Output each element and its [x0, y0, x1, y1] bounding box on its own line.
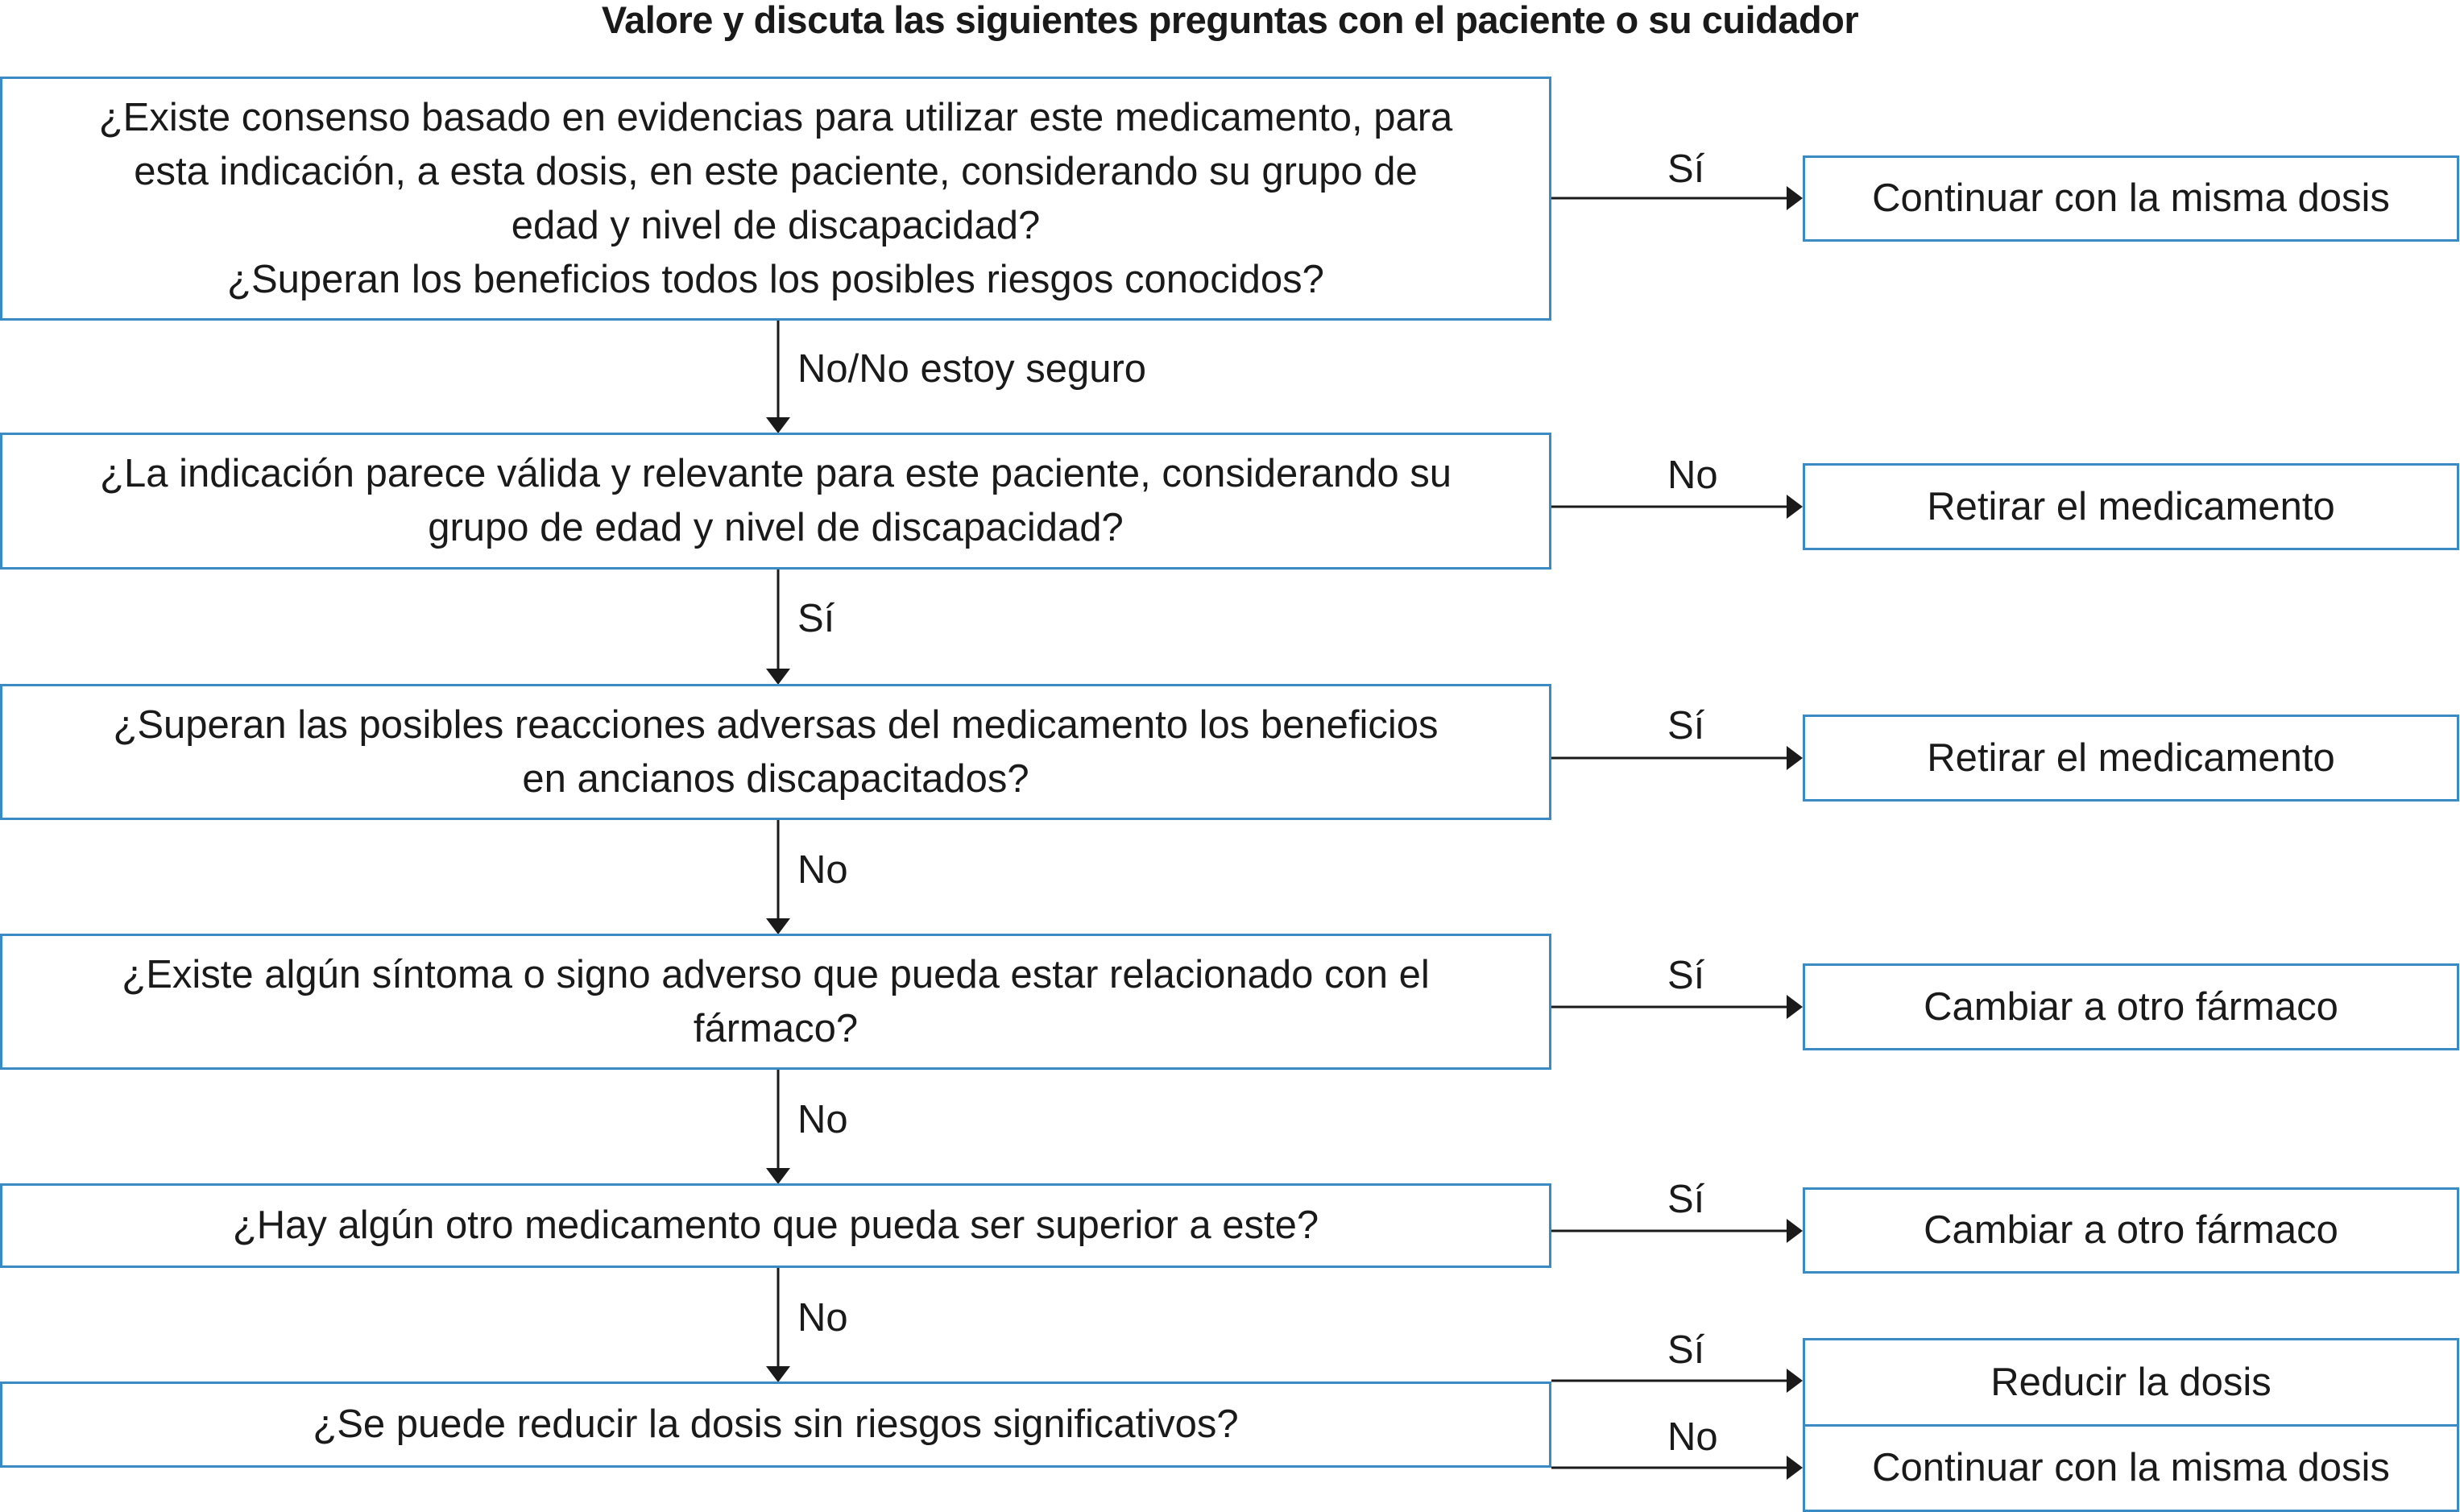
side-arrowhead-4 [1787, 995, 1803, 1019]
outcome-text-2: Retirar el medicamento [1927, 484, 2335, 528]
branch-label-6: Sí [1667, 1328, 1705, 1372]
down-arrowhead-2 [766, 669, 790, 685]
outcome-text-5: Cambiar a otro fármaco [1924, 1208, 2338, 1252]
side-arrowhead-7 [1787, 1456, 1803, 1480]
outcome-text-1: Continuar con la misma dosis [1872, 176, 2390, 220]
outcome-box-3 [1803, 715, 2459, 802]
question-box-4 [0, 934, 1551, 1070]
question-text-3: ¿Superan las posibles reacciones adversas del medicamento los beneficios en ancianos discapacitados? [113, 702, 1439, 801]
down-label-5: No [797, 1296, 848, 1340]
outcome-text-7: Continuar con la misma dosis [1872, 1446, 2390, 1489]
question-text-4: ¿Existe algún síntoma o signo adverso que pueda estar relacionado con el fármaco? [122, 952, 1430, 1050]
side-arrowhead-6 [1787, 1369, 1803, 1393]
side-arrowhead-2 [1787, 495, 1803, 519]
question-text-2: ¿La indicación parece válida y relevante para este paciente, considerando su grupo de edad y nivel de discapacidad? [100, 452, 1452, 549]
question-box-5 [0, 1183, 1551, 1268]
outcome-text-3: Retirar el medicamento [1927, 735, 2335, 780]
question-box-2 [0, 433, 1551, 570]
outcome-box-5 [1803, 1187, 2459, 1274]
outcome-box-2 [1803, 463, 2459, 550]
outcome-box-6 [1803, 1338, 2459, 1427]
down-label-2: Sí [797, 597, 835, 640]
branch-label-3: Sí [1667, 704, 1705, 748]
outcome-box-1 [1803, 155, 2459, 242]
side-arrowhead-1 [1787, 186, 1803, 210]
question-box-1 [0, 77, 1551, 321]
down-label-4: No [797, 1098, 848, 1141]
diagram-title: Valore y discuta las siguientes preguntas con el paciente o su cuidador [601, 0, 1859, 41]
side-arrowhead-5 [1787, 1219, 1803, 1243]
outcome-box-7 [1803, 1424, 2459, 1512]
question-text-6: ¿Se puede reducir la dosis sin riesgos significativos? [313, 1402, 1239, 1446]
question-box-6 [0, 1382, 1551, 1468]
outcome-text-6: Reducir la dosis [1990, 1360, 2272, 1404]
branch-label-2: No [1667, 454, 1718, 497]
down-label-3: No [797, 848, 848, 892]
branch-label-5: Sí [1667, 1178, 1705, 1221]
question-text-5: ¿Hay algún otro medicamento que pueda ser superior a este? [232, 1203, 1319, 1247]
outcome-text-4: Cambiar a otro fármaco [1924, 984, 2338, 1029]
down-arrowhead-4 [766, 1168, 790, 1184]
down-arrowhead-3 [766, 918, 790, 934]
branch-label-4: Sí [1667, 954, 1705, 997]
question-box-3 [0, 684, 1551, 820]
outcome-box-4 [1803, 963, 2459, 1050]
branch-label-7: No [1667, 1415, 1718, 1459]
down-arrowhead-1 [766, 417, 790, 433]
question-text-1: ¿Existe consenso basado en evidencias para utilizar este medicamento, para esta indicación, a esta dosis, en este paciente, considerando su grupo de edad y nivel de discapacidad? ¿Superan los beneficios todos los posibles riesgos conocidos? [98, 95, 1453, 301]
down-arrowhead-5 [766, 1366, 790, 1382]
branch-label-1: Sí [1667, 147, 1705, 191]
side-arrowhead-3 [1787, 746, 1803, 770]
down-label-1: No/No estoy seguro [797, 347, 1147, 391]
